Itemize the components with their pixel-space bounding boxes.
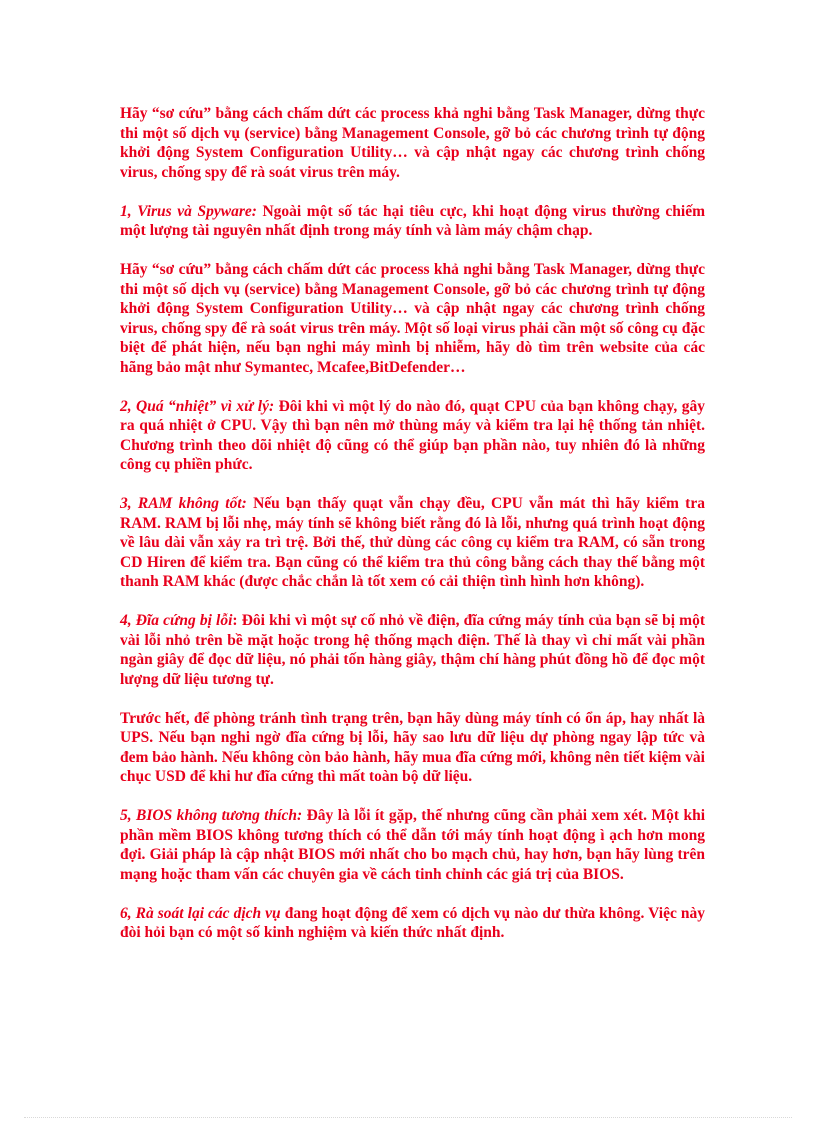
paragraph-bios: [120, 806, 705, 884]
paragraph-text: : Đôi khi vì một sự cố nhỏ về điện, đĩa cứng máy tính của bạn sẽ bị một vài lỗi nhỏ trên bề mặt hoặc trong hệ thống mạch điện. Thế là thay vì chỉ mất vài phần ngàn giây để đọc dữ liệu, nó phải tốn hàng giây, thậm chí hàng phút đồng hồ để đọc một lượng dữ liệu tương tự.: [120, 612, 705, 688]
paragraph-lead: 5, BIOS không tương thích:: [120, 807, 303, 824]
paragraph-hard-disk-advice: [120, 709, 705, 787]
paragraph-ram: [120, 494, 705, 592]
paragraph-intro: [120, 104, 705, 182]
paragraph-lead: 6, Rà soát lại các dịch vụ: [120, 904, 281, 922]
paragraph-lead: 4, Đĩa cứng bị lỗi: [120, 612, 233, 629]
paragraph-lead: 1, Virus và Spyware:: [120, 202, 257, 220]
paragraph-text: Đôi khi vì một lý do nào đó, quạt CPU của bạn không chạy, gây ra quá nhiệt ở CPU. Vậy thì bạn nên mở thùng máy và kiểm tra lại hệ thống tản nhiệt. Chương trình theo dõi nhiệt độ cũng có thể giúp bạn phần nào, tuy nhiên đó là những công cụ phiền phức.: [120, 397, 705, 473]
paragraph-virus-remedy: [120, 260, 705, 377]
paragraph-text: Ngoài một số tác hại tiêu cực, khi hoạt động virus thường chiếm một lượng tài nguyên nhất định trong máy tính và làm máy chậm chạp.: [120, 202, 705, 239]
document-body: [120, 104, 705, 962]
paragraph-lead: 3, RAM không tốt:: [120, 495, 247, 512]
paragraph-text: Trước hết, để phòng tránh tình trạng trên, bạn hãy dùng máy tính có ổn áp, hay nhất là UPS. Nếu bạn nghi ngờ đĩa cứng bị lỗi, hãy sao lưu dữ liệu dự phòng ngay lập tức và đem bảo hành. Nếu không còn bảo hành, hãy mua đĩa cứng mới, không nên tiết kiệm vài chục USD để khi hư đĩa cứng thì mất toàn bộ dữ liệu.: [120, 709, 705, 785]
paragraph-services: [120, 904, 705, 943]
paragraph-text: Nếu bạn thấy quạt vẫn chạy đều, CPU vẫn mát thì hãy kiểm tra RAM. RAM bị lỗi nhẹ, máy tính sẽ không biết rằng đó là lỗi, nhưng quá trình hoạt động về lâu dài vẫn xảy ra trì trệ. Bởi thế, thử dùng các công cụ kiểm tra RAM, có sẵn trong CD Hiren để kiểm tra. Bạn cũng có thể kiểm tra thủ công bằng cách thay thế bằng một thanh RAM khác (được chắc chắn là tốt xem có cải thiện tình hình hơn không).: [120, 495, 705, 590]
page-bottom-divider: [24, 1117, 792, 1118]
paragraph-text: đang hoạt động để xem có dịch vụ nào dư thừa không. Việc này đòi hỏi bạn có một số kinh nghiệm và kiến thức nhất định.: [120, 904, 706, 941]
paragraph-text: Hãy “sơ cứu” bằng cách chấm dứt các process khả nghi bằng Task Manager, dừng thực thi một số dịch vụ (service) bằng Management Console, gỡ bỏ các chương trình tự động khởi động System Configuration Utility… và cập nhật ngay các chương trình chống virus, chống spy để rà soát virus trên máy.: [120, 105, 705, 181]
paragraph-lead: 2, Quá “nhiệt” vì xử lý:: [120, 397, 275, 415]
paragraph-hard-disk: [120, 611, 705, 689]
paragraph-text: Hãy “sơ cứu” bằng cách chấm dứt các process khả nghi bằng Task Manager, dừng thực thi một số dịch vụ (service) bằng Management Console, gỡ bỏ các chương trình tự động khởi động System Configuration Utility… và cập nhật ngay các chương trình chống virus, chống spy để rà soát virus trên máy. Một số loại virus phải cần một số công cụ đặc biệt để phát hiện, nếu bạn nghi máy mình bị nhiễm, hãy dò tìm trên website của các hãng bảo mật như Symantec, Mcafee,BitDefender…: [120, 261, 705, 376]
paragraph-virus-spyware: [120, 202, 705, 241]
paragraph-overheating: [120, 397, 705, 475]
paragraph-text: Đây là lỗi ít gặp, thế nhưng cũng cần phải xem xét. Một khi phần mềm BIOS không tương thích có thể dẫn tới máy tính hoạt động ì ạch hơn mong đợi. Giải pháp là cập nhật BIOS mới nhất cho bo mạch chủ, hay hơn, bạn hãy lùng trên mạng hoặc tham vấn các chuyên gia về cách tinh chỉnh các giá trị của BIOS.: [120, 807, 705, 883]
